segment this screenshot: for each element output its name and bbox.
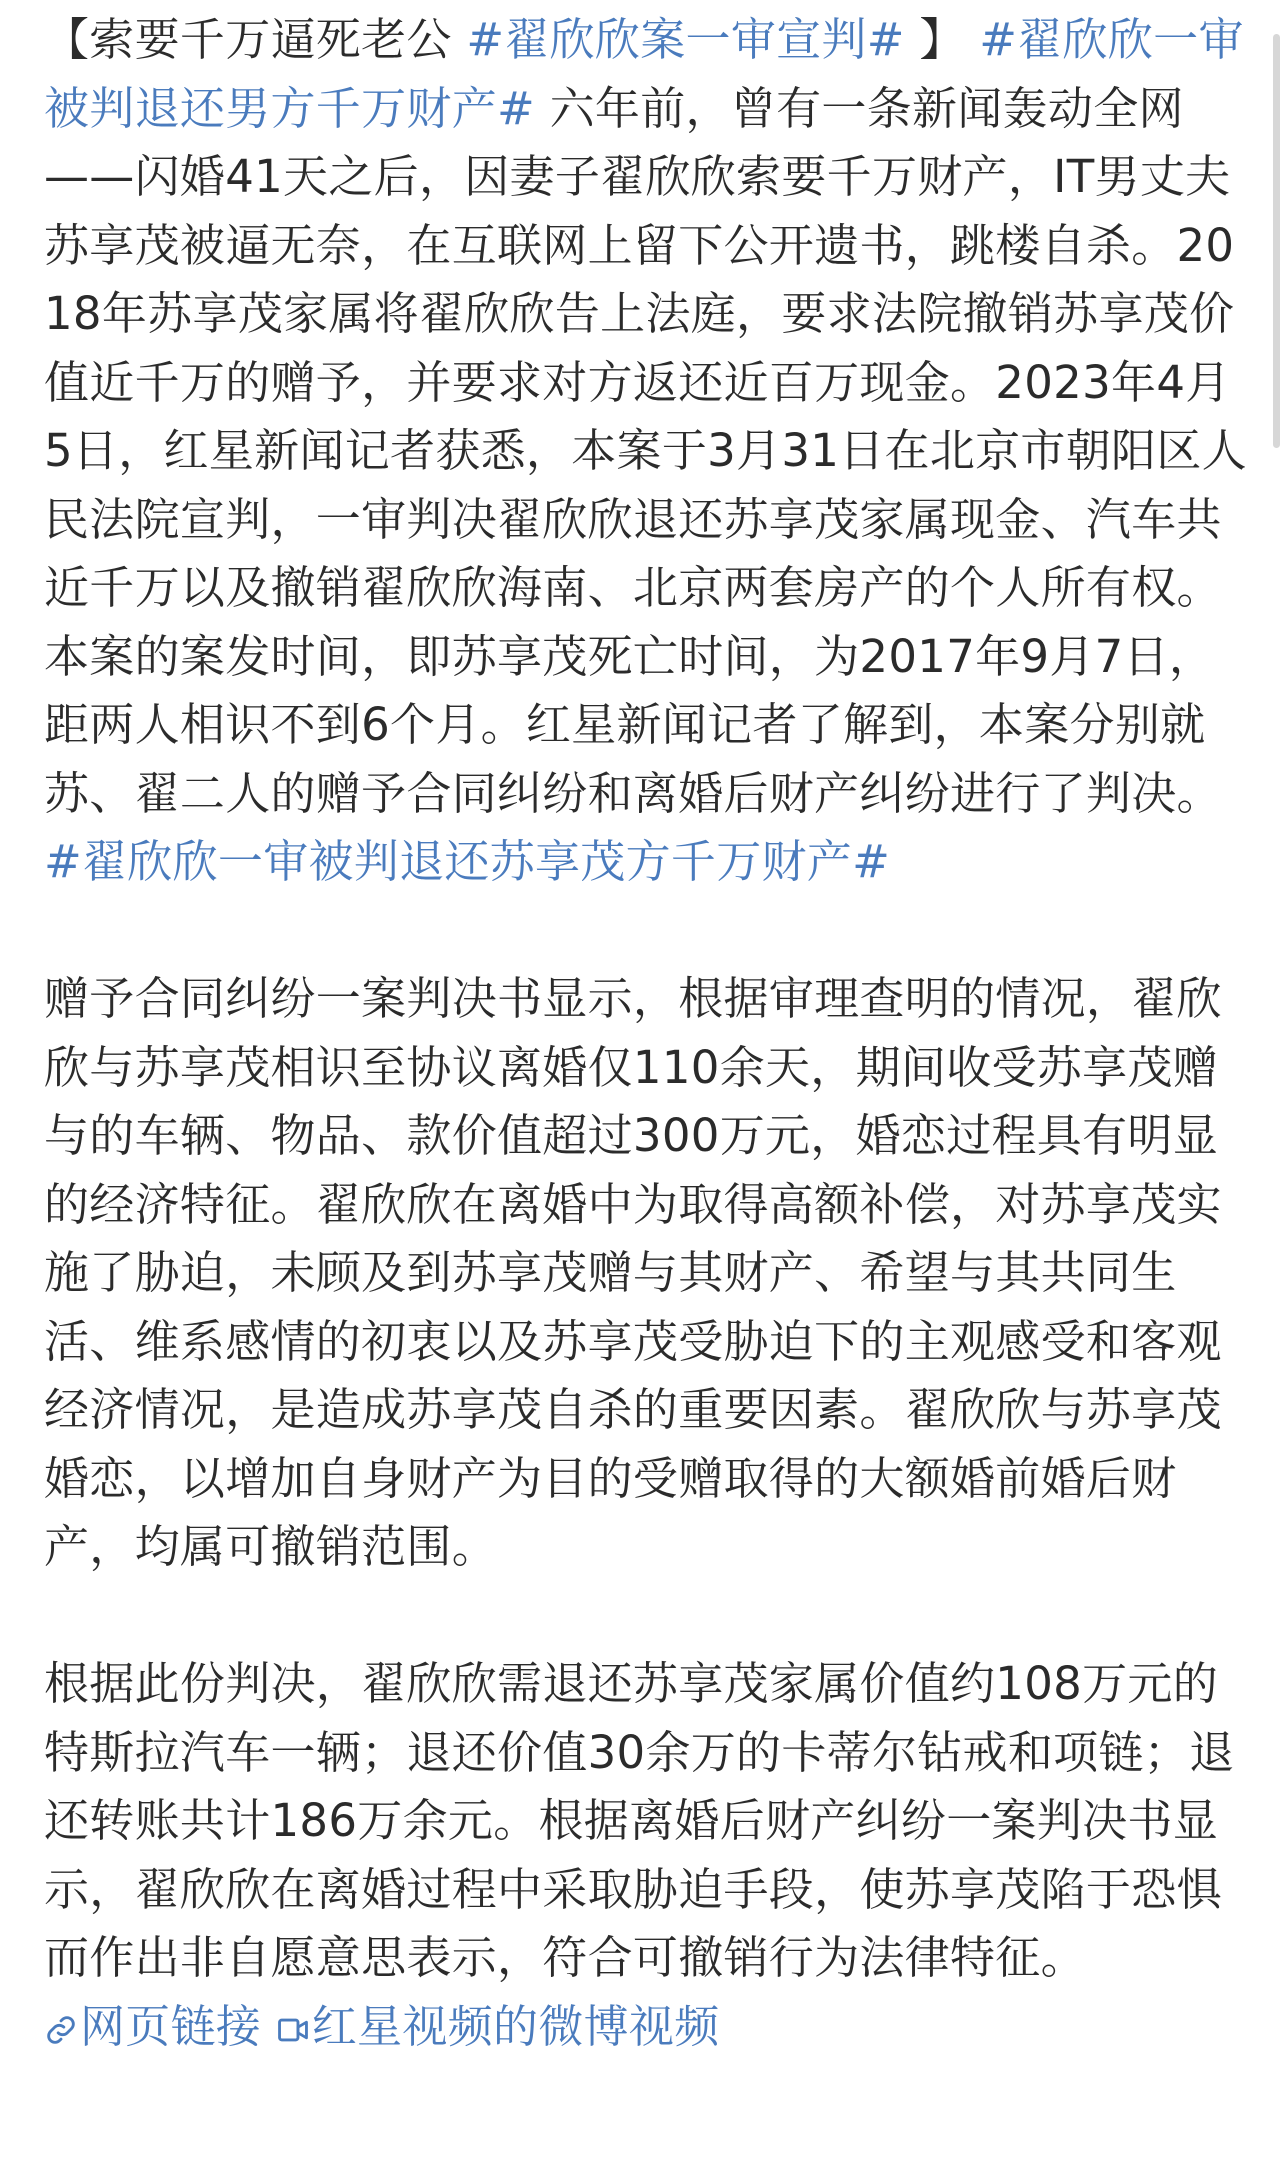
post-paragraph-3	[44, 1650, 1249, 2061]
scrollbar-thumb[interactable]	[1273, 34, 1280, 448]
web-link-label: 网页链接	[80, 1999, 262, 2053]
post-paragraph-1-text: 六年前，曾有一条新闻轰动全网——闪婚41天之后，因妻子翟欣欣索要千万财产，IT男丈夫苏享茂被逼无奈，在互联网上留下公开遗书，跳楼自杀。2018年苏享茂家属将翟欣欣告上法庭，要求法院撤销苏享茂价值近千万的赠予，并要求对方返还近百万现金。2023年4月5日，红星新闻记者获悉，本案于3月31日在北京市朝阳区人民法院宣判，一审判决翟欣欣退还苏享茂家属现金、汽车共近千万以及撤销翟欣欣海南、北京两套房产的个人所有权。本案的案发时间，即苏享茂死亡时间，为2017年9月7日，距两人相识不到6个月。红星新闻记者了解到，本案分别就苏、翟二人的赠予合同纠纷和离婚后财产纠纷进行了判决。	[44, 81, 1247, 820]
post-paragraph-1	[44, 6, 1249, 897]
hashtag-return-su-property[interactable]: #翟欣欣一审被判退还苏享茂方千万财产#	[44, 835, 891, 888]
post-lead-open: 【索要千万逼死老公	[44, 13, 467, 66]
post-lead-close: 】	[904, 13, 980, 66]
weibo-post-body	[44, 6, 1249, 2061]
video-link-label: 红星视频的微博视频	[311, 1999, 720, 2053]
video-link[interactable]	[276, 2000, 720, 2053]
web-link[interactable]	[44, 2000, 261, 2053]
post-paragraph-2: 赠予合同纠纷一案判决书显示，根据审理查明的情况，翟欣欣与苏享茂相识至协议离婚仅110余天，期间收受苏享茂赠与的车辆、物品、款价值超过300万元，婚恋过程具有明显的经济特征。翟欣欣在离婚中为取得高额补偿，对苏享茂实施了胁迫，未顾及到苏享茂赠与其财产、希望与其共同生活、维系感情的初衷以及苏享茂受胁迫下的主观感受和客观经济情况，是造成苏享茂自杀的重要因素。翟欣欣与苏享茂婚恋，以增加自身财产为目的受赠取得的大额婚前婚后财产，均属可撤销范围。	[44, 972, 1222, 1573]
video-icon	[276, 2013, 310, 2047]
link-icon	[44, 2013, 78, 2047]
hashtag-return-property[interactable]: #翟欣欣一审被判退还男方千万财产#	[44, 13, 1244, 135]
post-paragraph-3-text: 根据此份判决，翟欣欣需退还苏享茂家属价值约108万元的特斯拉汽车一辆；退还价值30余万的卡蒂尔钻戒和项链；退还转账共计186万余元。根据离婚后财产纠纷一案判决书显示，翟欣欣在离婚过程中采取胁迫手段，使苏享茂陷于恐惧而作出非自愿意思表示，符合可撤销行为法律特征。	[44, 1657, 1235, 1984]
hashtag-verdict[interactable]: #翟欣欣案一审宣判#	[466, 13, 905, 66]
